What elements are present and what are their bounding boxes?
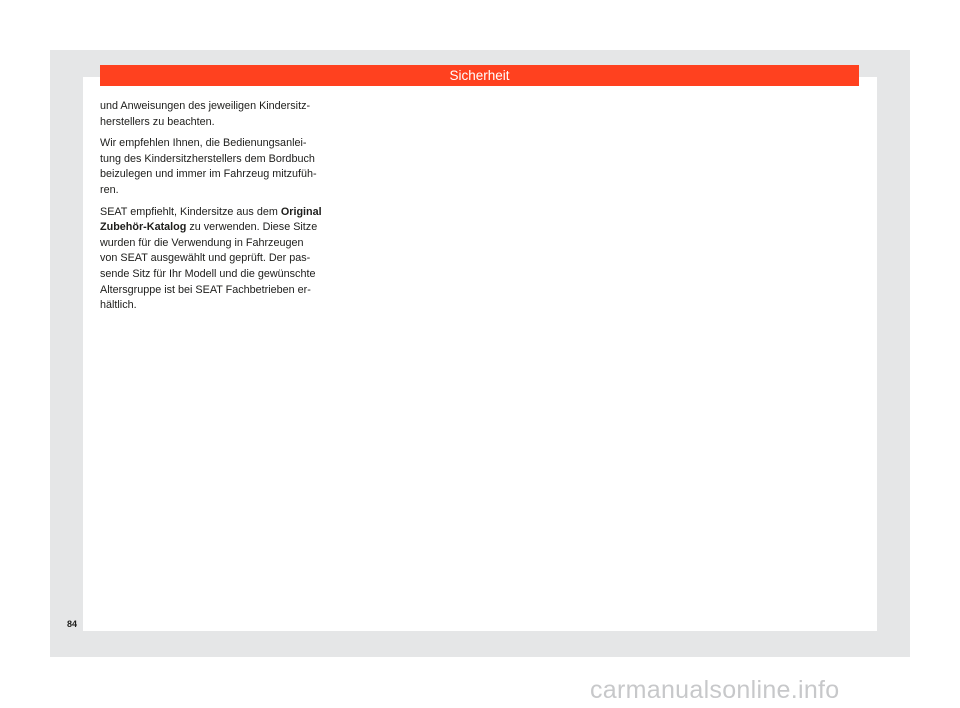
catalog-term-part-1: Original: [280, 205, 322, 218]
text-line: sende Sitz für Ihr Modell und die gewünschte: [100, 267, 316, 280]
text-line: von SEAT ausgewählt und geprüft. Der pas-: [100, 252, 311, 265]
text-line: [100, 220, 343, 236]
text-line: hältlich.: [100, 299, 137, 312]
paragraph-3: [100, 205, 343, 314]
text-line: [100, 205, 343, 221]
text-run: SEAT empfiehlt, Kindersitze aus dem: [100, 205, 281, 218]
text-run: zu verwenden. Diese Sitze: [186, 221, 318, 234]
text-line: wurden für die Verwendung in Fahrzeugen: [100, 236, 304, 249]
page-number: 84: [67, 619, 78, 629]
paragraph-2: [100, 136, 343, 198]
text-line: herstellers zu beachten.: [100, 115, 215, 128]
section-header: Sicherheit: [100, 65, 859, 86]
text-line: tung des Kindersitzherstellers dem Bordbuch: [100, 152, 315, 165]
text-line: Wir empfehlen Ihnen, die Bedienungsanlei-: [100, 137, 307, 150]
paragraph-1: [100, 99, 343, 130]
text-line: und Anweisungen des jeweiligen Kindersitz-: [100, 100, 311, 112]
text-line: beizulegen und immer im Fahrzeug mitzufüh-: [100, 168, 317, 181]
text-line: Altersgruppe ist bei SEAT Fachbetrieben er-: [100, 283, 311, 296]
catalog-term-part-2: Zubehör-Katalog: [100, 221, 187, 234]
text-line: ren.: [100, 183, 119, 196]
body-text: [100, 99, 343, 320]
watermark: carmanualsonline.info: [590, 676, 840, 704]
